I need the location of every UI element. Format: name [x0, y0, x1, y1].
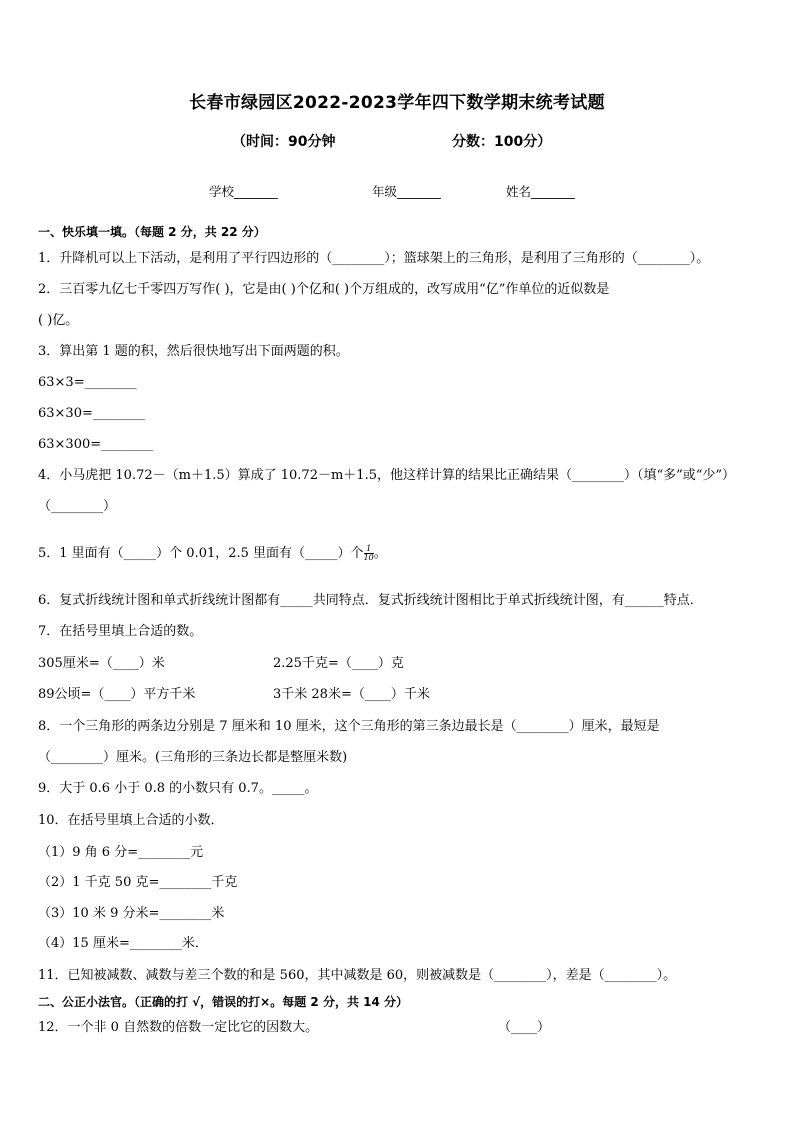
- question-7: 7．在括号里填上合适的数。: [38, 624, 203, 639]
- school-field: 学校_______: [209, 184, 278, 199]
- question-11: 11．已知被减数、减数与差三个数的和是 560，其中减数是 60，则被减数是（________），差是（________）。: [38, 968, 677, 983]
- question-6: 6．复式折线统计图和单式折线统计图都有_____共同特点．复式折线统计图相比于单式折线统计图，有______特点．: [38, 593, 703, 608]
- question-3-b: 63×30=________: [38, 406, 145, 421]
- fraction-one-tenth: [364, 545, 374, 562]
- question-9: 9．大于 0.6 小于 0.8 的小数只有 0.7。_____。: [38, 781, 318, 796]
- question-3-a: 63×3=________: [38, 375, 137, 390]
- question-10-1: （1）9 角 6 分=________元: [38, 845, 204, 860]
- question-10-4: （4）15 厘米=________米．: [38, 936, 208, 951]
- question-8-line1: 8．一个三角形的两条边分别是 7 厘米和 10 厘米，这个三角形的第三条边最长是（________）厘米，最短是: [38, 719, 660, 734]
- question-8-line2: （________）厘米。(三角形的三条边长都是整厘米数): [38, 750, 348, 765]
- question-10: 10．在括号里填上合适的小数．: [38, 813, 224, 828]
- name-field: 姓名_______: [506, 184, 575, 199]
- question-2-line1: 2．三百零九亿七千零四万写作( )，它是由( )个亿和( )个万组成的，改写成用“亿”作单位的近似数是: [38, 282, 610, 297]
- page-title: 长春市绿园区2022-2023学年四下数学期末统考试题: [189, 93, 605, 113]
- exam-time: （时间：90分钟: [232, 134, 336, 150]
- question-7-c: 89公顷=（____）平方千米: [38, 687, 196, 702]
- question-5: [38, 545, 387, 563]
- question-12-answer: （____）: [498, 1020, 551, 1035]
- question-4-line1: 4．小马虎把 10.72－（m＋1.5）算成了 10.72－m＋1.5，他这样计算的结果比正确结果（________）（填“多”或“少”）: [38, 468, 736, 483]
- question-7-d: 3千米 28米=（____）千米: [273, 687, 430, 702]
- question-10-3: （3）10 米 9 分米=________米: [38, 906, 225, 921]
- question-5-suffix: 。: [373, 546, 387, 561]
- question-12: 12．一个非 0 自然数的倍数一定比它的因数大。: [38, 1020, 319, 1035]
- fraction-denominator: 10: [363, 553, 374, 562]
- question-5-text: 5．1 里面有（_____）个 0.01，2.5 里面有（_____）个: [38, 546, 364, 561]
- section2-heading: 二、公正小法官。（正确的打 √，错误的打×。每题 2 分，共 14 分）: [38, 995, 408, 1009]
- exam-score: 分数：100分）: [452, 134, 552, 150]
- section1-heading: 一、快乐填一填。（每题 2 分，共 22 分）: [38, 225, 266, 239]
- question-3-c: 63×300=________: [38, 437, 154, 452]
- question-7-a: 305厘米=（____）米: [38, 656, 165, 671]
- fraction-numerator: 1: [364, 545, 374, 554]
- question-7-b: 2.25千克=（____）克: [273, 656, 404, 671]
- question-3: 3．算出第 1 题的积，然后很快地写出下面两题的积。: [38, 344, 349, 359]
- question-10-2: （2）1 千克 50 克=________千克: [38, 875, 238, 890]
- question-2-line2: ( )亿。: [38, 313, 79, 328]
- question-1: 1．升降机可以上下活动，是利用了平行四边形的（________）；篮球架上的三角形，是利用了三角形的（________）。: [38, 251, 710, 266]
- question-4-line2: （________）: [38, 499, 117, 514]
- grade-field: 年级_______: [372, 184, 441, 199]
